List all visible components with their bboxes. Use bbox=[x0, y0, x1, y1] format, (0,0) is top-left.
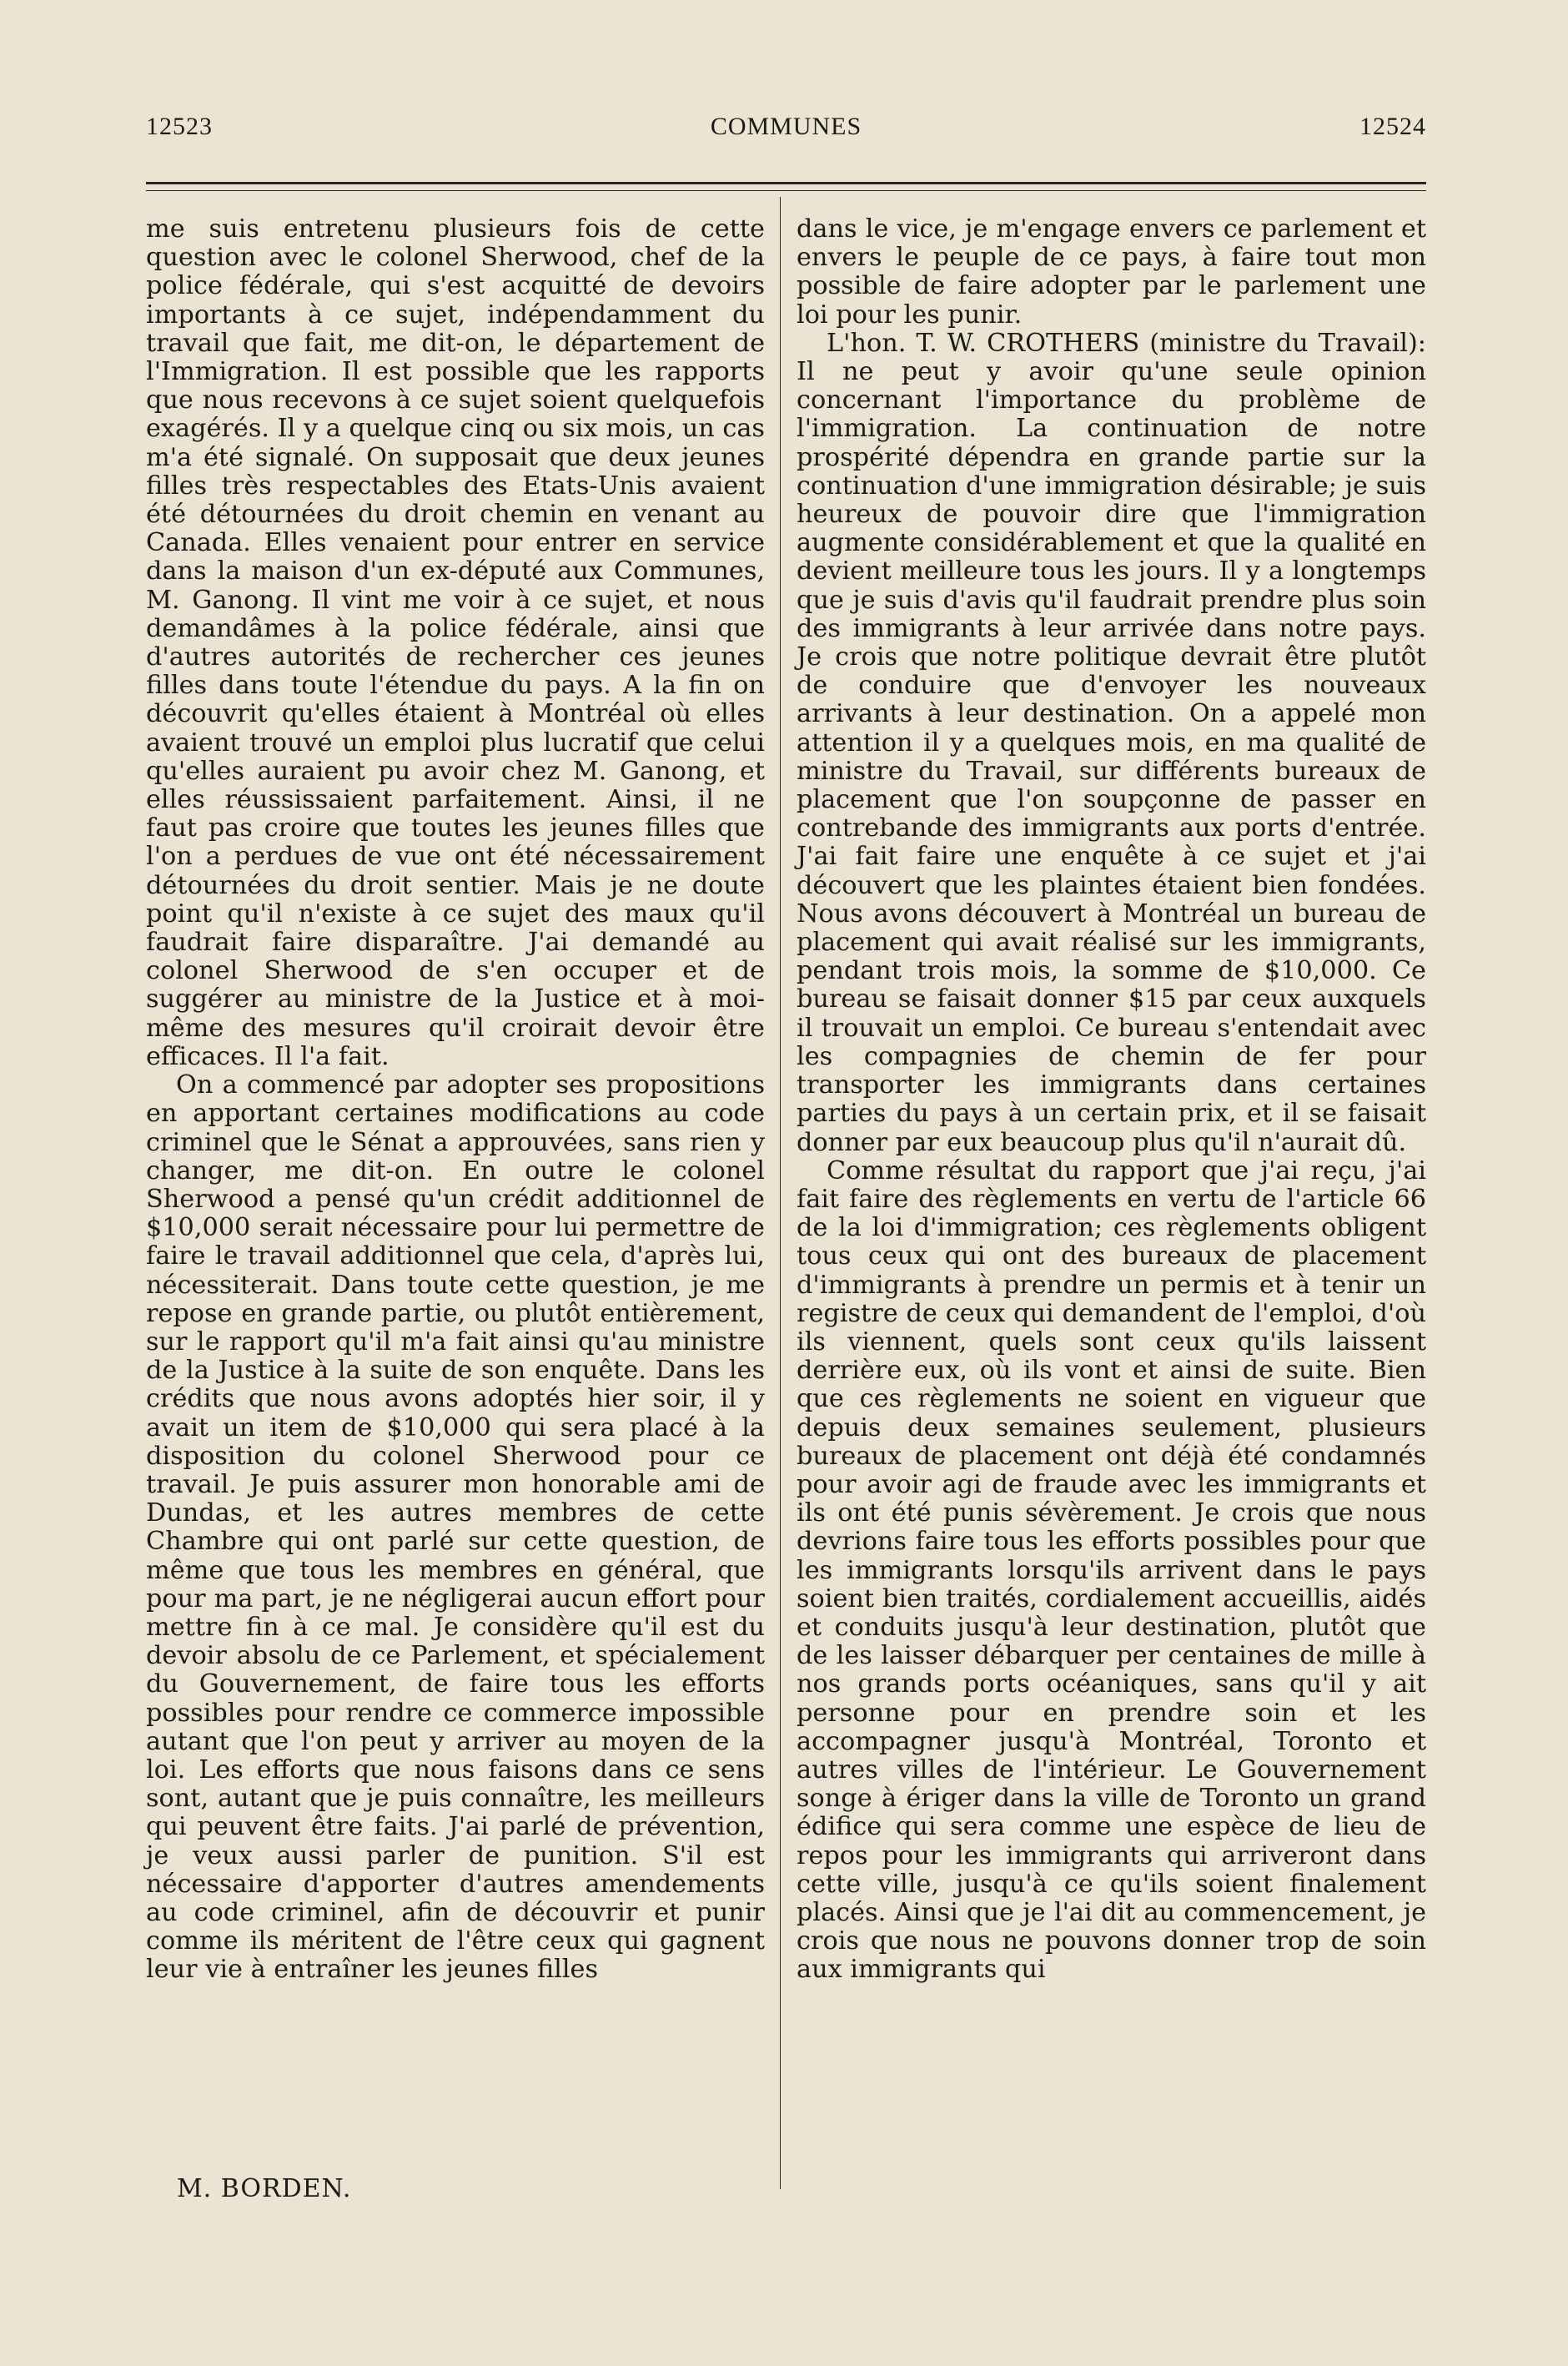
running-title: COMMUNES bbox=[710, 113, 862, 140]
left-column bbox=[146, 215, 765, 1985]
paragraph: Comme résultat du rapport que j'ai reçu, j'ai fait faire des règlements en vertu de l'article 66 de la loi d'immigration; ces règlements obligent tous ceux qui ont des bureaux de placement d'immigrants à prendre un permis et à tenir un registre de ceux qui demandent de l'emploi, d'où ils viennent, quels sont ceux qu'ils laissent derrière eux, où ils vont et ainsi de suite. Bien que ces règlements ne soient en vigueur que depuis deux semaines seulement, plusieurs bureaux de placement ont déjà été condamnés pour avoir agi de fraude avec les immigrants et ils ont été punis sévèrement. Je crois que nous devrions faire tous les efforts possibles pour que les immigrants lorsqu'ils arrivent dans le pays soient bien traités, cordialement accueillis, aidés et conduits jusqu'à leur destination, plutôt que de les laisser débarquer per centaines de mille à nos grands ports océaniques, sans qu'il y ait personne pour en prendre soin et les accompagner jusqu'à Montréal, Toronto et autres villes de l'intérieur. Le Gouvernement songe à ériger dans la ville de Toronto un grand édifice qui sera comme une espèce de lieu de repos pour les immigrants qui arriveront dans cette ville, jusqu'à ce qu'ils soient finalement placés. Ainsi que je l'ai dit au commencement, je crois que nous ne pouvons donner trop de soin aux immigrants qui bbox=[797, 1155, 1426, 1985]
header-rule-thin bbox=[146, 190, 1426, 191]
page-number-right: 12524 bbox=[1359, 113, 1426, 140]
paragraph: dans le vice, je m'engage envers ce parlement et envers le peuple de ce pays, à faire tout mon possible de faire adopter par le parlement une loi pour les punir. bbox=[797, 214, 1426, 330]
paragraph: On a commencé par adopter ses propositions en apportant certaines modifications au code criminel que le Sénat a approuvées, sans rien y changer, me dit-on. En outre le colonel Sherwood a pensé qu'un crédit additionnel de $10,000 serait nécessaire pour lui permettre de faire le travail additionnel que cela, d'après lui, nécessiterait. Dans toute cette question, je me repose en grande partie, ou plutôt entièrement, sur le rapport qu'il m'a fait ainsi qu'au ministre de la Justice à la suite de son enquête. Dans les crédits que nous avons adoptés hier soir, il y avait un item de $10,000 qui sera placé à la disposition du colonel Sherwood pour ce travail. Je puis assurer mon honorable ami de Dundas, et les autres membres de cette Chambre qui ont parlé sur cette question, de même que tous les membres en général, que pour ma part, je ne négligerai aucun effort pour mettre fin à ce mal. Je considère qu'il est du devoir absolu de ce Parlement, et spécialement du Gouvernement, de faire tous les efforts possibles pour rendre ce commerce impossible autant que l'on peut y arriver au moyen de la loi. Les efforts que nous faisons dans ce sens sont, autant que je puis connaître, les meilleurs qui peuvent être faits. J'ai parlé de prévention, je veux aussi parler de punition. S'il est nécessaire d'apporter d'autres amendements au code criminel, afin de découvrir et punir comme ils méritent de l'être ceux qui gagnent leur vie à entraîner les jeunes filles bbox=[146, 1070, 765, 1985]
right-column bbox=[797, 215, 1426, 1985]
speaker-signature: M. BORDEN. bbox=[177, 2174, 352, 2203]
page-number-left: 12523 bbox=[146, 113, 213, 140]
paragraph: me suis entretenu plusieurs fois de cette question avec le colonel Sherwood, chef de la police fédérale, qui s'est acquitté de devoirs importants à ce sujet, indépendamment du travail que fait, me dit-on, le département de l'Immigration. Il est possible que les rapports que nous recevons à ce sujet soient quelquefois exagérés. Il y a quelque cinq ou six mois, un cas m'a été signalé. On supposait que deux jeunes filles très respectables des Etats-Unis avaient été détournées du droit chemin en venant au Canada. Elles venaient pour entrer en service dans la maison d'un ex-député aux Communes, M. Ganong. Il vint me voir à ce sujet, et nous demandâmes à la police fédérale, ainsi que d'autres autorités de rechercher ces jeunes filles dans toute l'étendue du pays. A la fin on découvrit qu'elles étaient à Montréal où elles avaient trouvé un emploi plus lucratif que celui qu'elles auraient pu avoir chez M. Ganong, et elles réussissaient parfaitement. Ainsi, il ne faut pas croire que toutes les jeunes filles que l'on a perdues de vue ont été nécessairement détournées du droit sentier. Mais je ne doute point qu'il n'existe à ce sujet des maux qu'il faudrait faire disparaître. J'ai demandé au colonel Sherwood de s'en occuper et de suggérer au ministre de la Justice et à moi-même des mesures qu'il croirait devoir être efficaces. Il l'a fait. bbox=[146, 214, 765, 1071]
header-rule-thick bbox=[146, 182, 1426, 184]
page-header bbox=[146, 113, 1426, 146]
column-divider bbox=[780, 197, 781, 2189]
paragraph: L'hon. T. W. CROTHERS (ministre du Travail): Il ne peut y avoir qu'une seule opinion concernant l'importance du problème de l'immigration. La continuation de notre prospérité dépendra en grande partie sur la continuation d'une immigration désirable; je suis heureux de pouvoir dire que l'immigration augmente considérablement et que la qualité en devient meilleure tous les jours. Il y a longtemps que je suis d'avis qu'il faudrait prendre plus soin des immigrants à leur arrivée dans notre pays. Je crois que notre politique devrait être plutôt de conduire que d'envoyer les nouveaux arrivants à leur destination. On a appelé mon attention il y a quelques mois, en ma qualité de ministre du Travail, sur différents bureaux de placement que l'on soupçonne de passer en contrebande des immigrants aux ports d'entrée. J'ai fait faire une enquête à ce sujet et j'ai découvert que les plaintes étaient bien fondées. Nous avons découvert à Montréal un bureau de placement qui avait réalisé sur les immigrants, pendant trois mois, la somme de $10,000. Ce bureau se faisait donner $15 par ceux auxquels il trouvait un emploi. Ce bureau s'entendait avec les compagnies de chemin de fer pour transporter les immigrants dans certaines parties du pays à un certain prix, et il se faisait donner par eux beaucoup plus qu'il n'aurait dû. bbox=[797, 328, 1426, 1157]
